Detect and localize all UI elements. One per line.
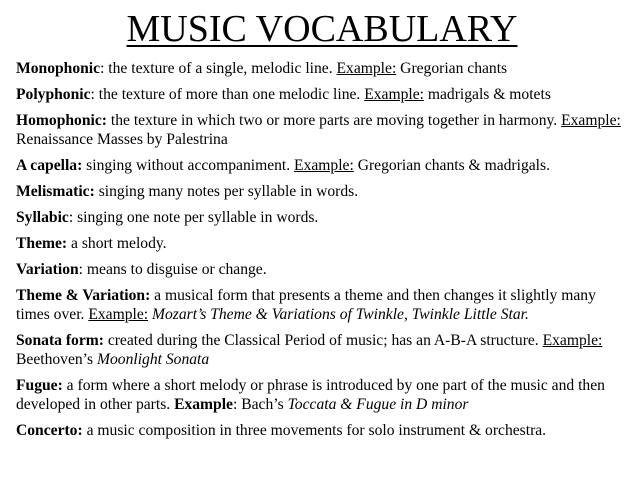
example-italic-text: Toccata & Fugue in D minor (287, 396, 469, 413)
entry-homophonic (16, 111, 628, 149)
definition: a short melody. (67, 235, 167, 252)
term: Syllabic (16, 209, 69, 226)
example-text: Renaissance Masses by Palestrina (16, 131, 228, 148)
example-text: Beethoven’s (16, 351, 97, 368)
entry-a-capella (16, 156, 628, 175)
term: Fugue: (16, 377, 63, 394)
term: Theme & Variation: (16, 287, 151, 304)
term-separator: : (78, 261, 84, 278)
example-text: Gregorian chants & madrigals. (353, 157, 550, 174)
term: Homophonic: (16, 112, 107, 129)
entry-theme-and-variation (16, 286, 628, 324)
definition: singing one note per syllable in words. (73, 209, 319, 226)
definition: the texture of a single, melodic line. (104, 60, 337, 77)
definition: the texture of more than one melodic line. (94, 86, 365, 103)
definition: a musical form that presents a theme and then changes it slightly many times over. (16, 287, 596, 323)
term-separator: : (100, 60, 105, 77)
definition: means to disguise or change. (83, 261, 267, 278)
term-separator: : (90, 86, 95, 103)
example-label: Example: (542, 332, 603, 349)
term: A capella: (16, 157, 83, 174)
example-label: Example: (88, 306, 149, 323)
definition: a music composition in three movements for solo instrument & orchestra. (82, 422, 547, 439)
page-title: MUSIC VOCABULARY (126, 8, 518, 50)
term: Variation (16, 261, 79, 278)
entry-variation (16, 260, 628, 279)
example-italic-text: Moonlight Sonata (96, 351, 210, 368)
entry-theme (16, 234, 628, 253)
example-text: madrigals & motets (423, 86, 551, 103)
definition: a form where a short melody or phrase is introduced by one part of the music and then developed in other parts. (16, 377, 605, 413)
slide (0, 8, 638, 487)
example-text: : Bach’s (232, 396, 288, 413)
term: Concerto: (16, 422, 83, 439)
entry-monophonic (16, 59, 628, 78)
example-label: Example: (336, 60, 397, 77)
entry-concerto (16, 421, 628, 440)
entry-fugue (16, 376, 628, 414)
example-label: Example: (561, 112, 621, 129)
term: Monophonic (16, 60, 101, 77)
example-label: Example: (364, 86, 424, 103)
term-separator: : (68, 209, 74, 226)
definition: singing many notes per syllable in words. (94, 183, 359, 200)
term: Sonata form: (16, 332, 104, 349)
entry-syllabic (16, 208, 628, 227)
example-text: Gregorian chants (396, 60, 508, 77)
term: Theme: (16, 235, 68, 252)
example-label: Example (174, 396, 233, 413)
entry-melismatic (16, 182, 628, 201)
term: Polyphonic (16, 86, 91, 103)
term: Melismatic: (16, 183, 95, 200)
entry-polyphonic (16, 85, 628, 104)
example-italic-text: Mozart’s Theme & Variations of Twinkle, Twinkle Little Star. (152, 306, 529, 323)
definition: the texture in which two or more parts are moving together in harmony. (106, 112, 562, 129)
definition: created during the Classical Period of music; has an A-B-A structure. (103, 332, 543, 349)
definition: singing without accompaniment. (82, 157, 295, 174)
entry-sonata-form (16, 331, 628, 369)
example-label: Example: (294, 157, 354, 174)
